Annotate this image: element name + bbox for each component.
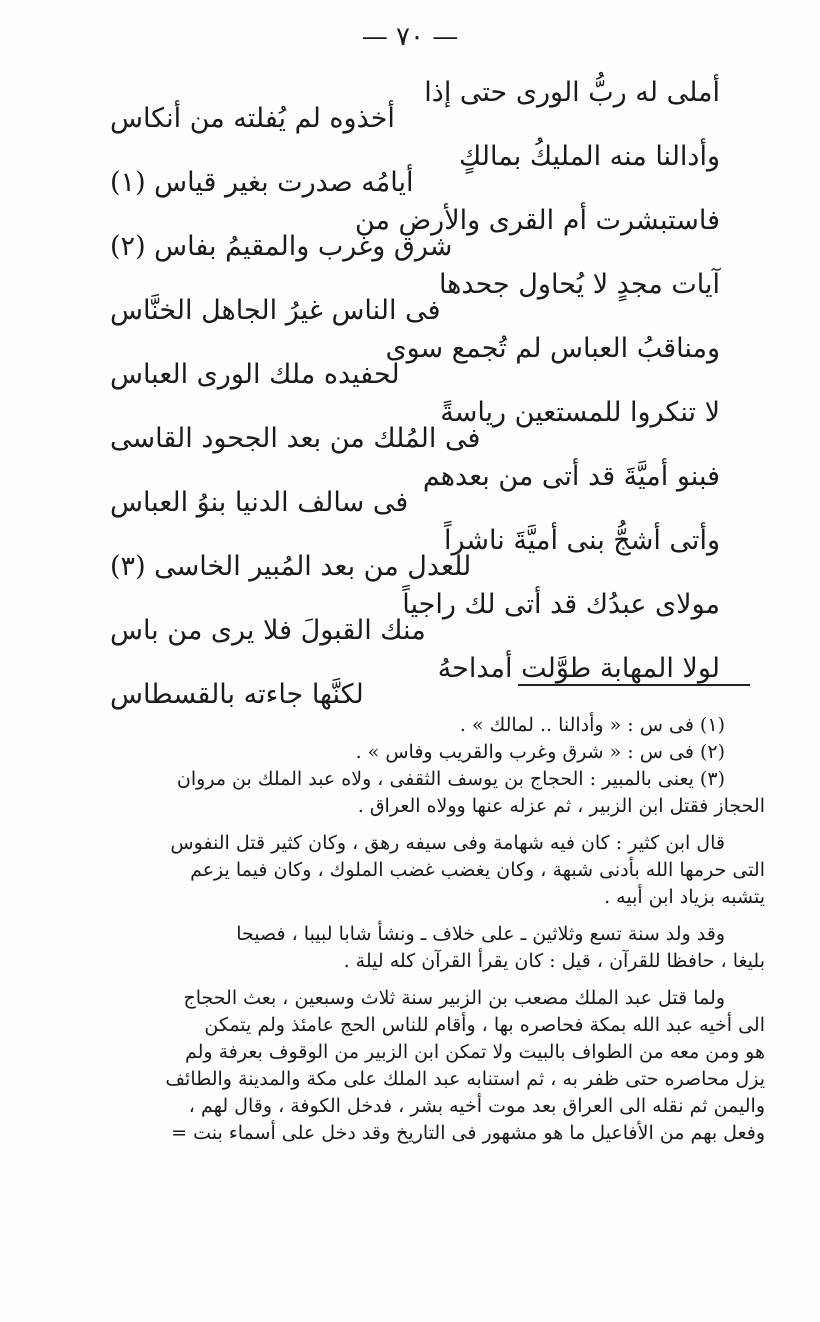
verse (110, 392, 720, 456)
verse (110, 648, 720, 712)
verse-first-hemistich: لا تنكروا للمستعين رياسةً (440, 397, 720, 428)
footnote-divider (518, 684, 750, 686)
verse-second-hemistich: للعدل من بعد المُبير الخاسى (٣) (110, 551, 472, 582)
verse-first-hemistich: فبنو أميَّةَ قد أتى من بعدهم (422, 461, 720, 492)
footnotes-section (95, 712, 765, 1147)
verse-second-hemistich: فى سالف الدنيا بنوُ العباس (110, 487, 409, 518)
verse-first-hemistich: فاستبشرت أم القرى والأرض من (354, 205, 720, 236)
verse-first-hemistich: ومناقبُ العباس لم تُجمع سوى (385, 333, 720, 364)
verse-second-hemistich: فى المُلك من بعد الجحود القاسى (110, 423, 481, 454)
verse-first-hemistich: وأتى أشجُّ بنى أميَّةَ ناشراً (444, 525, 720, 556)
footnote-3: (٣) يعنى بالمبير : الحجاج بن يوسف الثقفى ، ولاه عبد الملك بن مروان (176, 768, 725, 790)
verse-first-hemistich: مولاى عبدُك قد أتى لك راجياً (402, 589, 720, 620)
paragraph-line: الى أخيه عبد الله بمكة فحاصره بها ، وأقام للناس الحج عامئذ ولم يتمكن (204, 1014, 765, 1036)
footnote-3-continuation: الحجاز فقتل ابن الزبير ، ثم عزله عنها وولاه العراق . (357, 795, 765, 817)
paragraph-line: وفعل بهم من الأفاعيل ما هو مشهور فى التاريخ وقد دخل على أسماء بنت = (171, 1122, 765, 1144)
paragraph (95, 985, 765, 1147)
verse-second-hemistich: لكنَّها جاءته بالقسطاس (110, 679, 364, 710)
verse (110, 72, 720, 136)
verse-second-hemistich: فى الناس غيرُ الجاهل الخنَّاس (110, 295, 441, 326)
footnote-2: (٢) فى س : « شرق وغرب والقريب وفاس » . (355, 741, 725, 763)
verse-second-hemistich: شرق وغرب والمقيمُ بفاس (٢) (110, 231, 453, 262)
verse (110, 456, 720, 520)
paragraph-line: وقد ولد سنة تسع وثلاثين ـ على خلاف ـ ونشأ شابا لبيبا ، فصيحا (236, 923, 725, 945)
verse-first-hemistich: آيات مجدٍ لا يُحاول جحدها (438, 269, 720, 300)
paragraph-line: ولما قتل عبد الملك مصعب بن الزبير سنة ثلاث وسبعين ، بعث الحجاج (183, 987, 725, 1009)
paragraph-line: التى حرمها الله بأدنى شبهة ، وكان يغضب غضب الملوك ، وكان فيما يزعم (190, 859, 765, 881)
verse-first-hemistich: أملى له ربُّ الورى حتى إذا (424, 77, 720, 108)
paragraph (95, 921, 765, 975)
verse-second-hemistich: أخذوه لم يُفلته من أنكاس (110, 103, 395, 134)
verse-second-hemistich: منك القبولَ فلا يرى من باس (110, 615, 426, 646)
paragraph-line: يتشبه بزياد ابن أبيه . (604, 886, 765, 908)
paragraph-line: قال ابن كثير : كان فيه شهامة وفى سيفه رهق ، وكان كثير قتل النفوس (170, 832, 725, 854)
verse (110, 328, 720, 392)
verse (110, 136, 720, 200)
paragraph-line: يزل محاصره حتى ظفر به ، ثم استنابه عبد الملك على مكة والمدينة والطائف (165, 1068, 765, 1090)
verse-second-hemistich: لحفيده ملك الورى العباس (110, 359, 400, 390)
verse (110, 584, 720, 648)
paragraph-line: هو ومن معه من الطواف بالبيت ولا تمكن ابن الزبير من الوقوف بعرفة ولم (184, 1041, 765, 1063)
poem (110, 72, 720, 712)
verse (110, 520, 720, 584)
verse-first-hemistich: وأدالنا منه المليكُ بمالكٍ (458, 141, 720, 172)
verse (110, 200, 720, 264)
footnote-1: (١) فى س : « وأدالنا .. لمالك » . (459, 714, 725, 736)
paragraph-line: واليمن ثم نقله الى العراق بعد موت أخيه بشر ، فدخل الكوفة ، وقال لهم ، (188, 1095, 765, 1117)
verse-second-hemistich: أيامُه صدرت بغير قياس (١) (110, 167, 414, 198)
paragraph-line: بليغا ، حافظا للقرآن ، قيل : كان يقرأ القرآن كله ليلة . (343, 950, 765, 972)
verse (110, 264, 720, 328)
verse-first-hemistich: لولا المهابة طوَّلت أمداحهُ (437, 653, 720, 684)
paragraph (95, 830, 765, 911)
page-number: — ٧٠ — (361, 22, 459, 52)
